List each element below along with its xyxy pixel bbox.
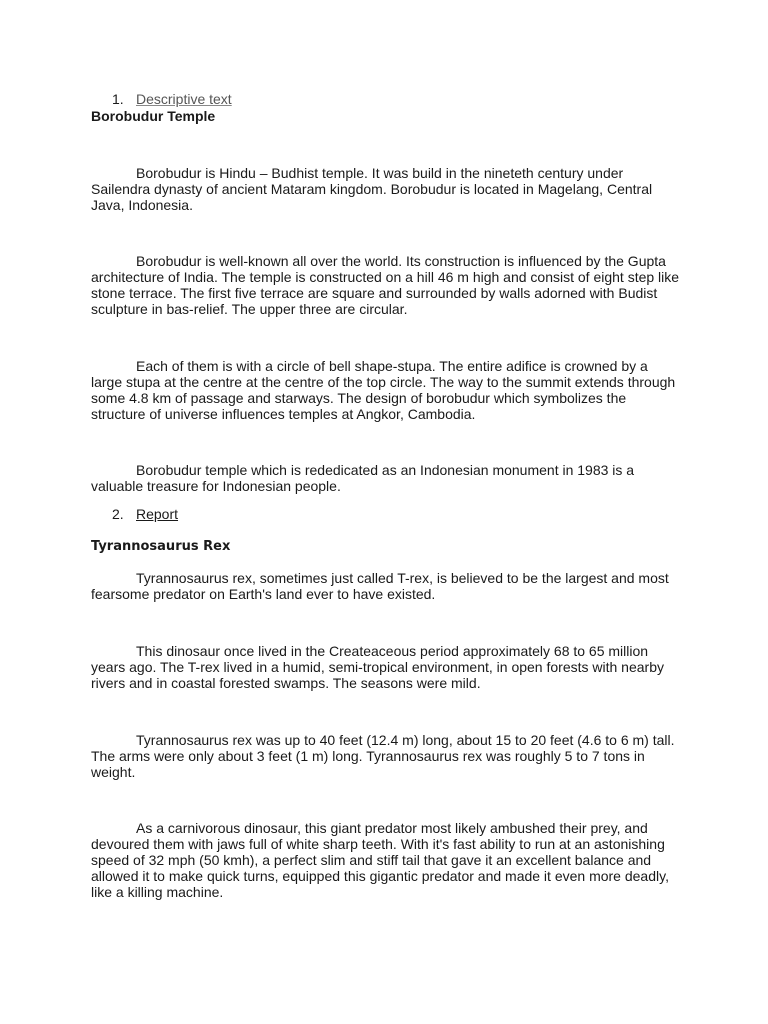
list-number: 2.	[112, 506, 124, 522]
paragraph: As a carnivorous dinosaur, this giant predator most likely ambushed their prey, and devoured them with jaws full of white sharp teeth. With it's fast ability to run at an astonishing speed of 32 mph (50 kmh), a perfect slim and stiff tail that gave it an excellent balance and allowed it to make quick turns, equipped this gigantic predator and made it even more deadly, like a killing machine.	[91, 820, 669, 900]
paragraph: Tyrannosaurus rex was up to 40 feet (12.4 m) long, about 15 to 20 feet (4.6 to 6 m) tall. The arms were only about 3 feet (1 m) long. Tyrannosaurus rex was roughly 5 to 7 tons in weight.	[91, 732, 675, 780]
section-title: Borobudur Temple	[91, 108, 216, 124]
paragraph: Tyrannosaurus rex, sometimes just called T-rex, is believed to be the largest and most fearsome predator on Earth's land ever to have existed.	[91, 570, 669, 602]
section-title: Tyrannosaurus Rex	[91, 539, 231, 554]
paragraph: This dinosaur once lived in the Createaceous period approximately 68 to 65 million years ago. The T-rex lived in a humid, semi-tropical environment, in open forests with nearby rivers and in coastal forested swamps. The seasons were mild.	[91, 643, 664, 691]
list-label: Report	[136, 506, 179, 522]
paragraph: Borobudur is well-known all over the world. Its construction is influenced by the Gupta architecture of India. The temple is constructed on a hill 46 m high and consist of eight step like stone terrace. The first five terrace are square and surrounded by walls adorned with Budist sculpture in bas-relief. The upper three are circular.	[91, 253, 680, 317]
paragraph: Borobudur temple which is rededicated as an Indonesian monument in 1983 is a valuable treasure for Indonesian people.	[91, 462, 635, 494]
list-item-report	[112, 506, 178, 522]
list-item-descriptive-text	[112, 91, 232, 107]
list-number: 1.	[112, 91, 124, 107]
paragraph: Borobudur is Hindu – Budhist temple. It was build in the nineteth century under Sailendra dynasty of ancient Mataram kingdom. Borobudur is located in Magelang, Central Java, Indonesia.	[91, 165, 653, 213]
list-label: Descriptive text	[136, 91, 232, 107]
paragraph: Each of them is with a circle of bell shape-stupa. The entire adifice is crowned by a large stupa at the centre at the centre of the top circle. The way to the summit extends through some 4.8 km of passage and starways. The design of borobudur which symbolizes the structure of universe influences temples at Angkor, Cambodia.	[91, 358, 676, 422]
